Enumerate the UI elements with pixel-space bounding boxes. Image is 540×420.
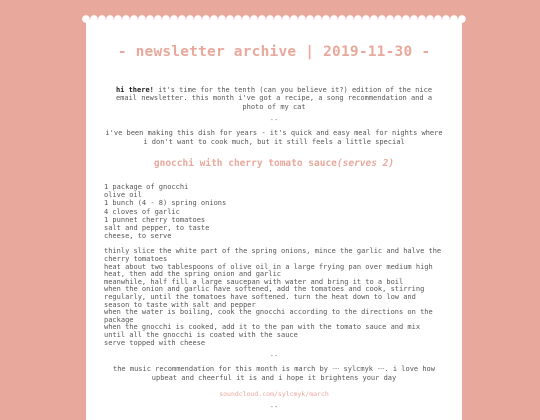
ingredient-item: 4 cloves of garlic [104, 207, 180, 216]
ingredient-item: salt and pepper, to taste [104, 224, 210, 233]
step-item: when the onion and garlic have softened, add the tomatoes and cook, stirring regularly, until the tomatoes have softened. turn the heat down to low and season to taste with salt and pepper [104, 285, 425, 309]
ingredients-list [104, 183, 444, 240]
intro-greeting: hi there! [115, 86, 154, 94]
step-item: heat about two tablespoons of olive oil in a large frying pan over medium high heat, then add the spring onion and garlic [104, 262, 433, 279]
ingredient-item: 1 package of gnocchi [104, 183, 189, 192]
page-title: - newsletter archive | 2019-11-30 - [117, 44, 431, 60]
recipe-intro: i've been making this dish for years - it's quick and easy meal for nights where i don't want to cook much, but it still feels a little special [105, 129, 443, 146]
ingredient-item: olive oil [104, 191, 142, 200]
separator: -- [269, 402, 279, 411]
ingredient-item: 1 bunch (4 - 8) spring onions [104, 199, 227, 208]
recipe-serves: (serves 2) [336, 158, 395, 170]
step-item: meanwhile, half fill a large saucepan with water and bring it to a boil [104, 277, 404, 286]
intro-paragraph [104, 86, 444, 111]
step-item: when the water is boiling, cook the gnocchi according to the directions on the package [104, 308, 433, 324]
music-recommendation: the music recommendation for this month is march by ᐧᐧᐧᐧ sylcmyk ᐧᐧᐧᐧ. i love how upbeat and cheerful it is and i hope it brightens your day [113, 365, 435, 382]
step-item: serve topped with cheese [104, 338, 206, 347]
ingredient-item: 1 punnet cherry tomatoes [104, 215, 206, 224]
steps-list [104, 248, 444, 347]
music-link[interactable]: soundcloud.com/sylcmyk/march [219, 389, 329, 398]
intro-text: it's time for the tenth (can you believe it?) edition of the nice email newsletter. this month i've got a recipe, a song recommendation and a photo of my cat [115, 86, 433, 111]
step-item: thinly slice the white part of the spring onions, mince the garlic and halve the cherry tomatoes [104, 247, 442, 264]
recipe-name: gnocchi with cherry tomato sauce [153, 158, 337, 170]
separator: -- [269, 352, 279, 361]
step-item: when the gnocchi is cooked, add it to the pan with the tomato sauce and mix until all the gnocchi is coated with the sauce [104, 323, 421, 339]
newsletter-content [104, 44, 444, 416]
ingredient-item: cheese, to serve [104, 232, 172, 241]
separator: -- [269, 116, 279, 125]
recipe-heading [104, 158, 444, 169]
